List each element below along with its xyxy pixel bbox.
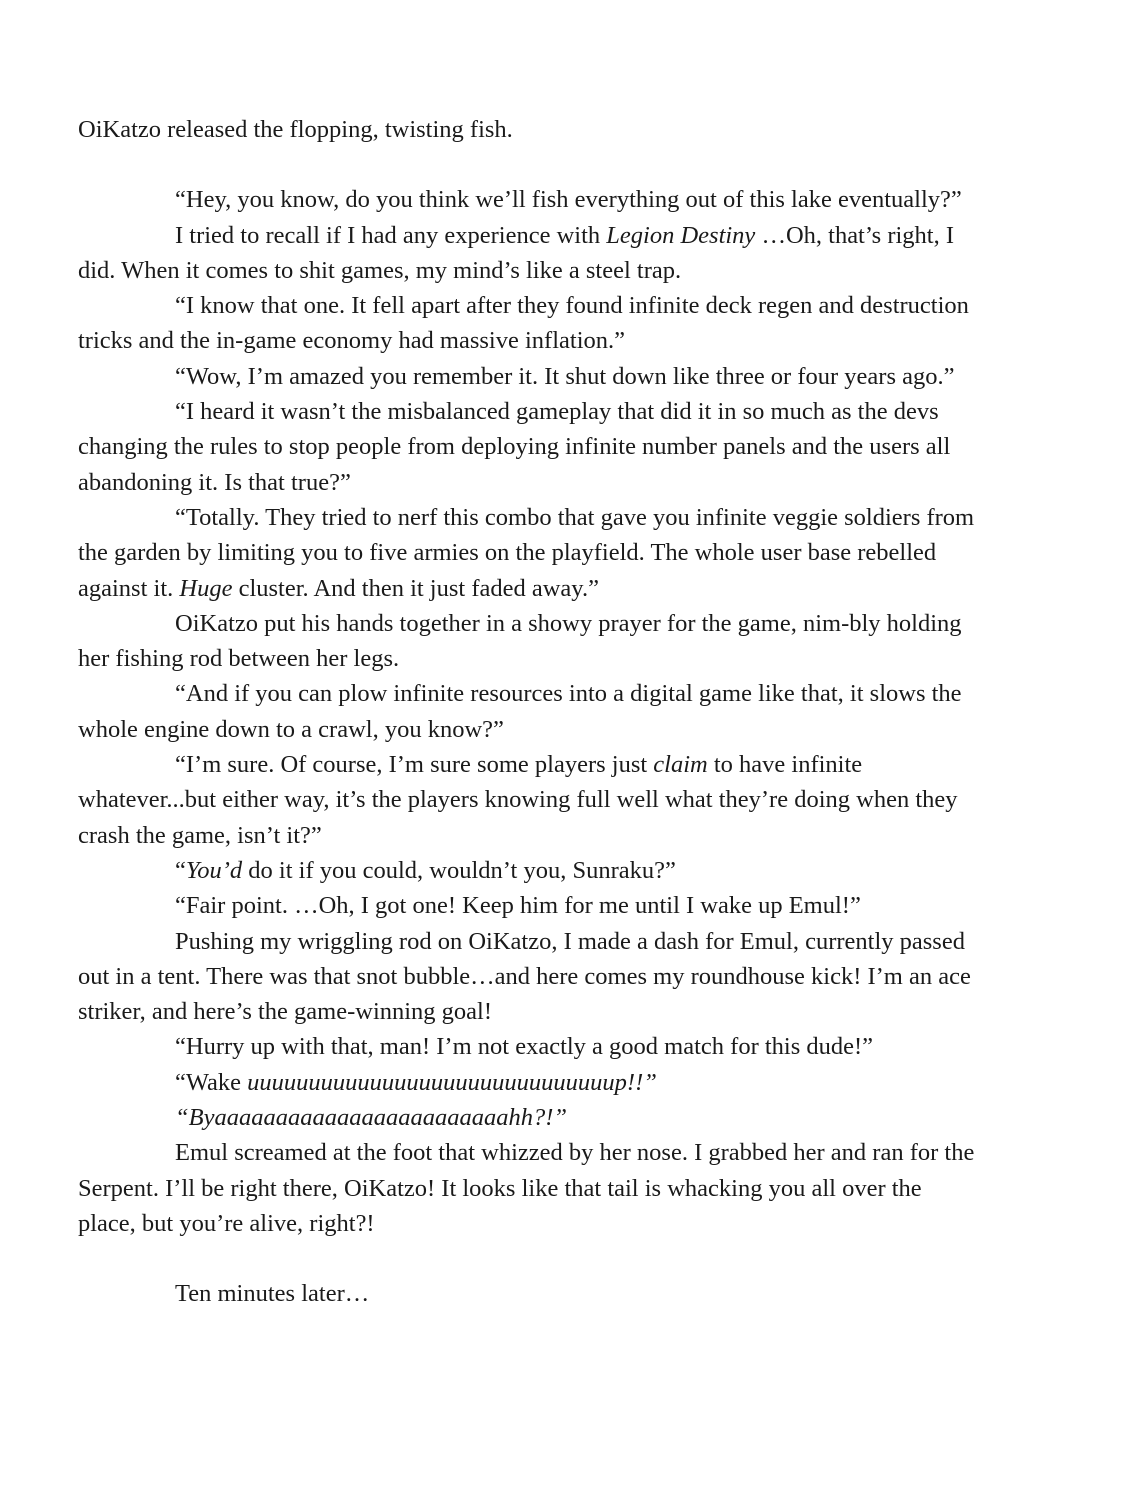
- paragraph: [78, 288, 983, 359]
- page-text: [78, 112, 983, 1312]
- text-span: “Totally. They tried to nerf this combo that gave you infinite veggie soldiers from the garden by limiting you to five armies on the playfield. The whole user base rebelled against it.: [78, 503, 975, 602]
- paragraph: [78, 1276, 983, 1311]
- text-span: Pushing my wriggling rod on OiKatzo, I made a dash for Emul, currently passed out in a tent. There was that snot bubble…and here comes my roundhouse kick! I’m an ace striker, and here’s the game-winning goal!: [78, 927, 971, 1026]
- text-span: Emul screamed at the foot that whizzed by her nose. I grabbed her and ran for the Serpent. I’ll be right there, OiKatzo! It looks like that tail is whacking you all over the place, but you’re alive, right?!: [78, 1139, 975, 1237]
- text-span: do it if you could, wouldn’t you, Sunraku?”: [242, 856, 676, 884]
- paragraph: [78, 888, 983, 923]
- italic-text: claim: [653, 751, 708, 779]
- paragraph: [78, 182, 983, 217]
- text-span: “Hey, you know, do you think we’ll fish everything out of this lake eventually?”: [175, 186, 962, 214]
- italic-text: uuuuuuuuuuuuuuuuuuuuuuuuuuuuuup!!”: [247, 1068, 657, 1096]
- paragraph: [78, 853, 983, 888]
- text-span: “And if you can plow infinite resources into a digital game like that, it slows the whole engine down to a crawl, you know?”: [78, 680, 962, 743]
- paragraph: [78, 924, 983, 1030]
- paragraph: [78, 1065, 983, 1100]
- text-span: I tried to recall if I had any experience with: [175, 221, 607, 249]
- paragraph: [78, 1100, 983, 1135]
- paragraph: [78, 394, 983, 500]
- paragraph: [78, 112, 983, 147]
- text-span: to have infinite whatever...but either way, it’s the players knowing full well what they’re doing when they crash the game, isn’t it?”: [78, 751, 958, 849]
- text-span: “I know that one. It fell apart after they found infinite deck regen and destruction tricks and the in-game economy had massive inflation.”: [78, 292, 969, 355]
- text-span: “: [175, 856, 186, 884]
- paragraph: [78, 1135, 983, 1241]
- italic-text: You’d: [185, 856, 243, 884]
- text-span: cluster. And then it just faded away.”: [232, 574, 599, 602]
- text-span: “Fair point. …Oh, I got one! Keep him for me until I wake up Emul!”: [175, 892, 861, 920]
- text-span: OiKatzo put his hands together in a showy prayer for the game, nim-bly holding her fishing rod between her legs.: [78, 609, 962, 673]
- paragraph: [78, 747, 983, 853]
- paragraph-gap: [78, 1241, 983, 1276]
- italic-text: Huge: [179, 574, 233, 602]
- paragraph: [78, 606, 983, 677]
- paragraph: [78, 359, 983, 394]
- italic-text: Legion Destiny: [606, 221, 756, 249]
- text-span: …Oh, that’s right, I did. When it comes to shit games, my mind’s like a steel trap.: [78, 221, 955, 284]
- text-span: “Hurry up with that, man! I’m not exactly a good match for this dude!”: [175, 1033, 874, 1061]
- paragraph: [78, 500, 983, 606]
- paragraph-gap: [78, 147, 983, 182]
- text-span: “I’m sure. Of course, I’m sure some players just: [175, 751, 654, 779]
- text-span: OiKatzo released the flopping, twisting fish.: [78, 116, 513, 143]
- text-span: “I heard it wasn’t the misbalanced gameplay that did it in so much as the devs changing the rules to stop people from deploying infinite number panels and the users all abandoning it. Is that true?”: [78, 398, 951, 496]
- paragraph: [78, 218, 983, 289]
- text-span: Ten minutes later…: [175, 1280, 370, 1308]
- text-span: “Wow, I’m amazed you remember it. It shut down like three or four years ago.”: [175, 362, 955, 390]
- text-span: “Wake: [175, 1068, 248, 1096]
- italic-text: “Byaaaaaaaaaaaaaaaaaaaaaaaahh?!”: [175, 1104, 567, 1132]
- paragraph: [78, 1029, 983, 1064]
- paragraph: [78, 676, 983, 747]
